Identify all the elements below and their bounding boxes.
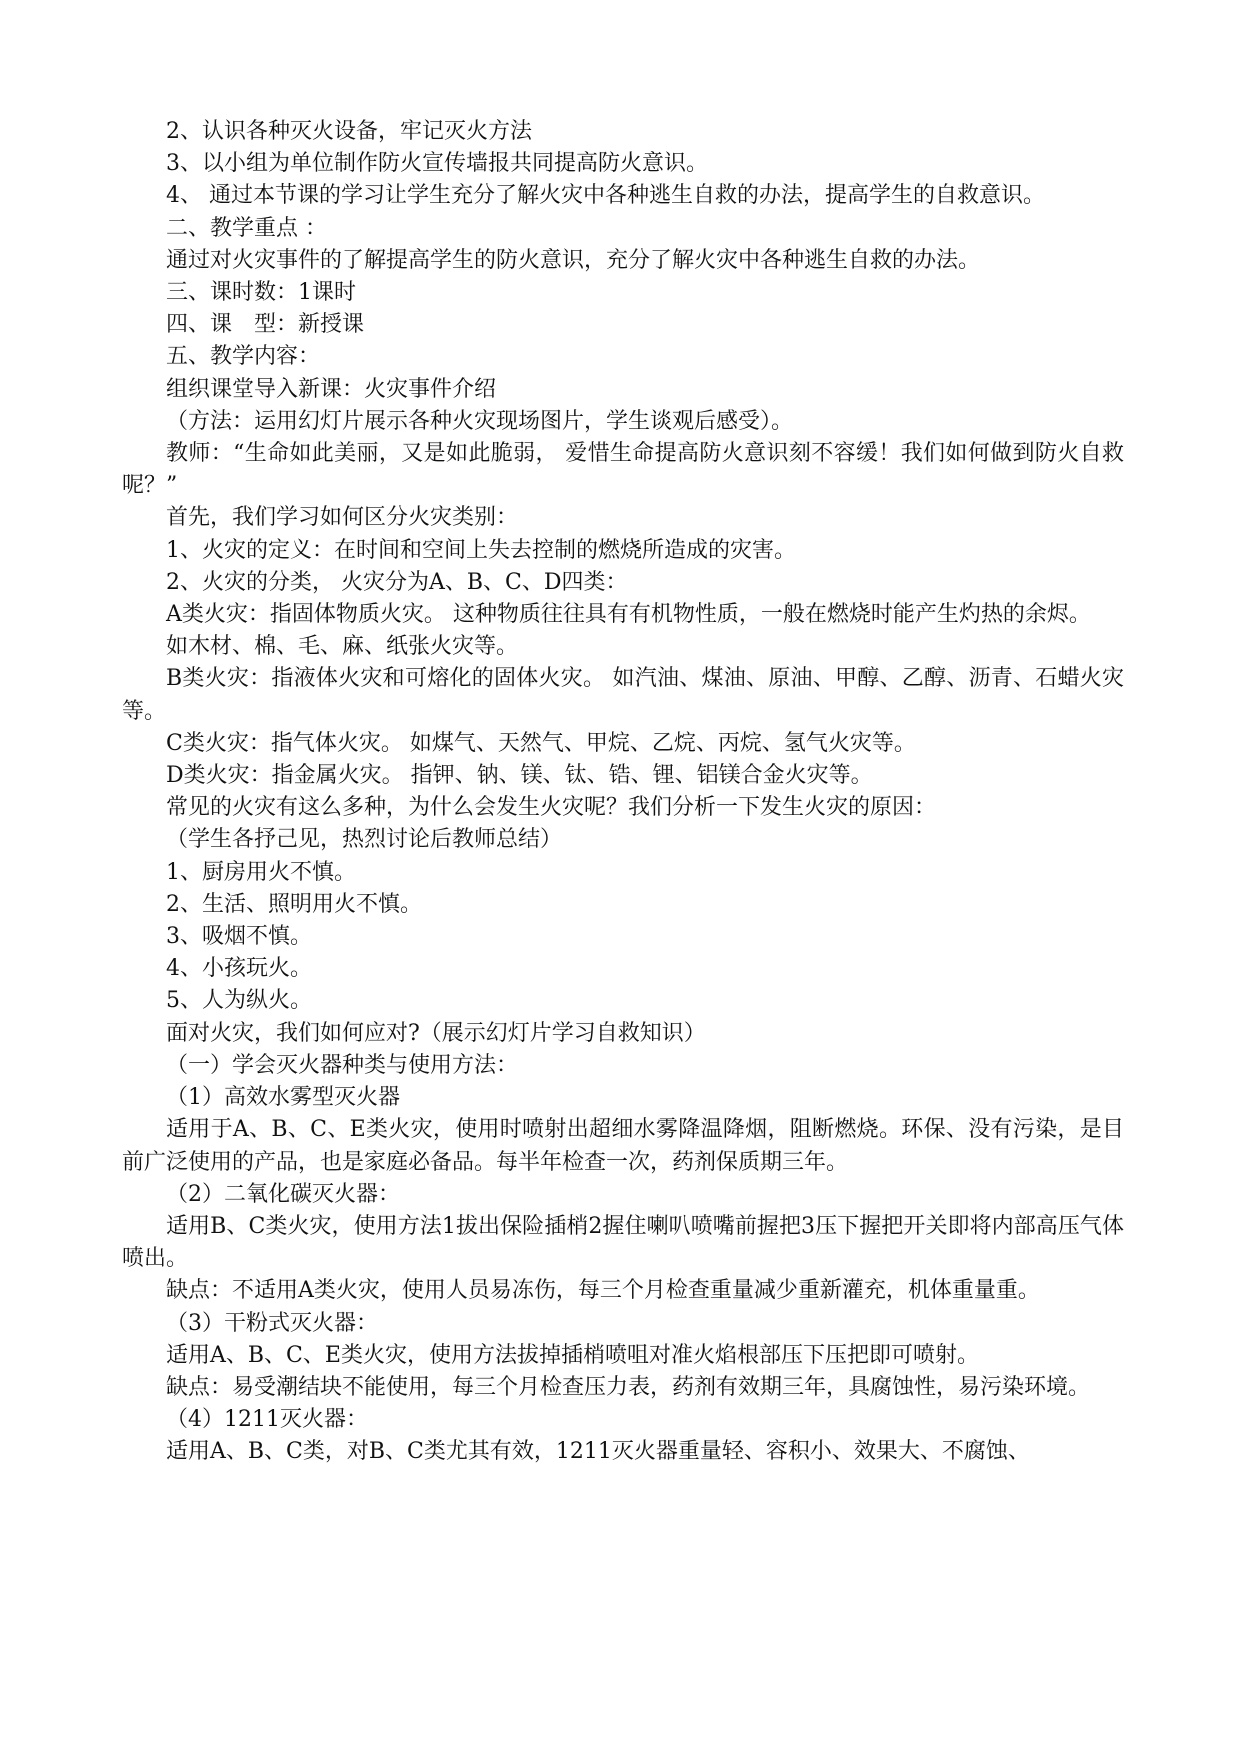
paragraph: 1、火灾的定义：在时间和空间上失去控制的燃烧所造成的灾害。	[166, 537, 796, 563]
list-item: 3、吸烟不慎。	[166, 924, 312, 950]
paragraph: 4、 通过本节课的学习让学生充分了解火灾中各种逃生自救的办法，提高学生的自救意识。	[166, 183, 1045, 209]
paragraph: 通过对火灾事件的了解提高学生的防火意识，充分了解火灾中各种逃生自救的办法。	[166, 247, 981, 273]
paragraph: 适用于A、B、C、E类火灾，使用时喷射出超细水雾降温降烟，阻断燃烧。环保、没有污染，是目前广泛使用的产品，也是家庭必备品。每半年检查一次，药剂保质期三年。	[122, 1117, 1124, 1175]
paragraph: 适用B、C类火灾，使用方法1拔出保险插梢2握住喇叭喷嘴前握把3压下握把开关即将内部高压气体喷出。	[122, 1213, 1124, 1272]
paragraph: 缺点：不适用A类火灾，使用人员易冻伤，每三个月检查重量减少重新灌充，机体重量重。	[166, 1278, 1040, 1304]
paragraph: A类火灾：指固体物质火灾。 这种物质往往具有有机物性质，一般在燃烧时能产生灼热的余烬。	[166, 602, 1091, 628]
paragraph: 组织课堂导入新课：火灾事件介绍	[166, 376, 497, 402]
paragraph: （学生各抒己见，热烈讨论后教师总结）	[166, 827, 563, 853]
section-heading: 四、课 型：新授课	[166, 312, 365, 338]
paragraph: 缺点：易受潮结块不能使用，每三个月检查压力表，药剂有效期三年，具腐蚀性，易污染环境。	[166, 1374, 1091, 1400]
list-item: 1、厨房用火不慎。	[166, 859, 356, 885]
paragraph: 面对火灾，我们如何应对?（展示幻灯片学习自救知识）	[166, 1020, 706, 1046]
paragraph: D类火灾：指金属火灾。 指钾、钠、镁、钛、锆、锂、铝镁合金火灾等。	[166, 763, 873, 789]
paragraph: 如木材、棉、毛、麻、纸张火灾等。	[166, 634, 519, 660]
paragraph: 适用A、B、C、E类火灾，使用方法拔掉插梢喷咀对准火焰根部压下压把即可喷射。	[166, 1342, 979, 1368]
paragraph: 适用A、B、C类，对B、C类尤其有效，1211灭火器重量轻、容积小、效果大、不腐蚀、	[166, 1439, 1030, 1465]
paragraph: C类火灾：指气体火灾。 如煤气、天然气、甲烷、乙烷、丙烷、氢气火灾等。	[166, 730, 916, 756]
paragraph: 首先，我们学习如何区分火灾类别：	[166, 505, 519, 531]
document-page	[122, 116, 1124, 1469]
section-heading: 三、课时数：1课时	[166, 280, 356, 306]
paragraph: 常见的火灾有这么多种，为什么会发生火灾呢？我们分析一下发生火灾的原因：	[166, 795, 937, 821]
paragraph: B类火灾：指液体火灾和可熔化的固体火灾。 如汽油、煤油、原油、甲醇、乙醇、沥青、石蜡火灾等。	[122, 666, 1124, 724]
subsection-heading: （一）学会灭火器种类与使用方法：	[166, 1052, 519, 1078]
paragraph: 2、火灾的分类， 火灾分为A、B、C、D四类：	[166, 569, 628, 595]
paragraph: （方法：运用幻灯片展示各种火灾现场图片，学生谈观后感受）。	[166, 408, 794, 434]
list-item: 2、生活、照明用火不慎。	[166, 891, 422, 917]
subsection-heading: （3）干粉式灭火器：	[166, 1310, 378, 1336]
paragraph: 3、以小组为单位制作防火宣传墙报共同提高防火意识。	[166, 151, 708, 177]
list-item: 4、小孩玩火。	[166, 956, 312, 982]
section-heading: 五、教学内容：	[166, 344, 321, 370]
list-item: 5、人为纵火。	[166, 988, 312, 1014]
subsection-heading: （1）高效水雾型灭火器	[166, 1085, 400, 1111]
paragraph: 教师：“生命如此美丽，又是如此脆弱， 爱惜生命提高防火意识刻不容缓！我们如何做到防火自救呢？”	[122, 441, 1124, 499]
paragraph: 2、认识各种灭火设备，牢记灭火方法	[166, 119, 532, 144]
subsection-heading: （4）1211灭火器：	[166, 1407, 368, 1433]
subsection-heading: （2）二氧化碳灭火器：	[166, 1181, 400, 1207]
section-heading: 二、教学重点 ：	[166, 215, 327, 241]
